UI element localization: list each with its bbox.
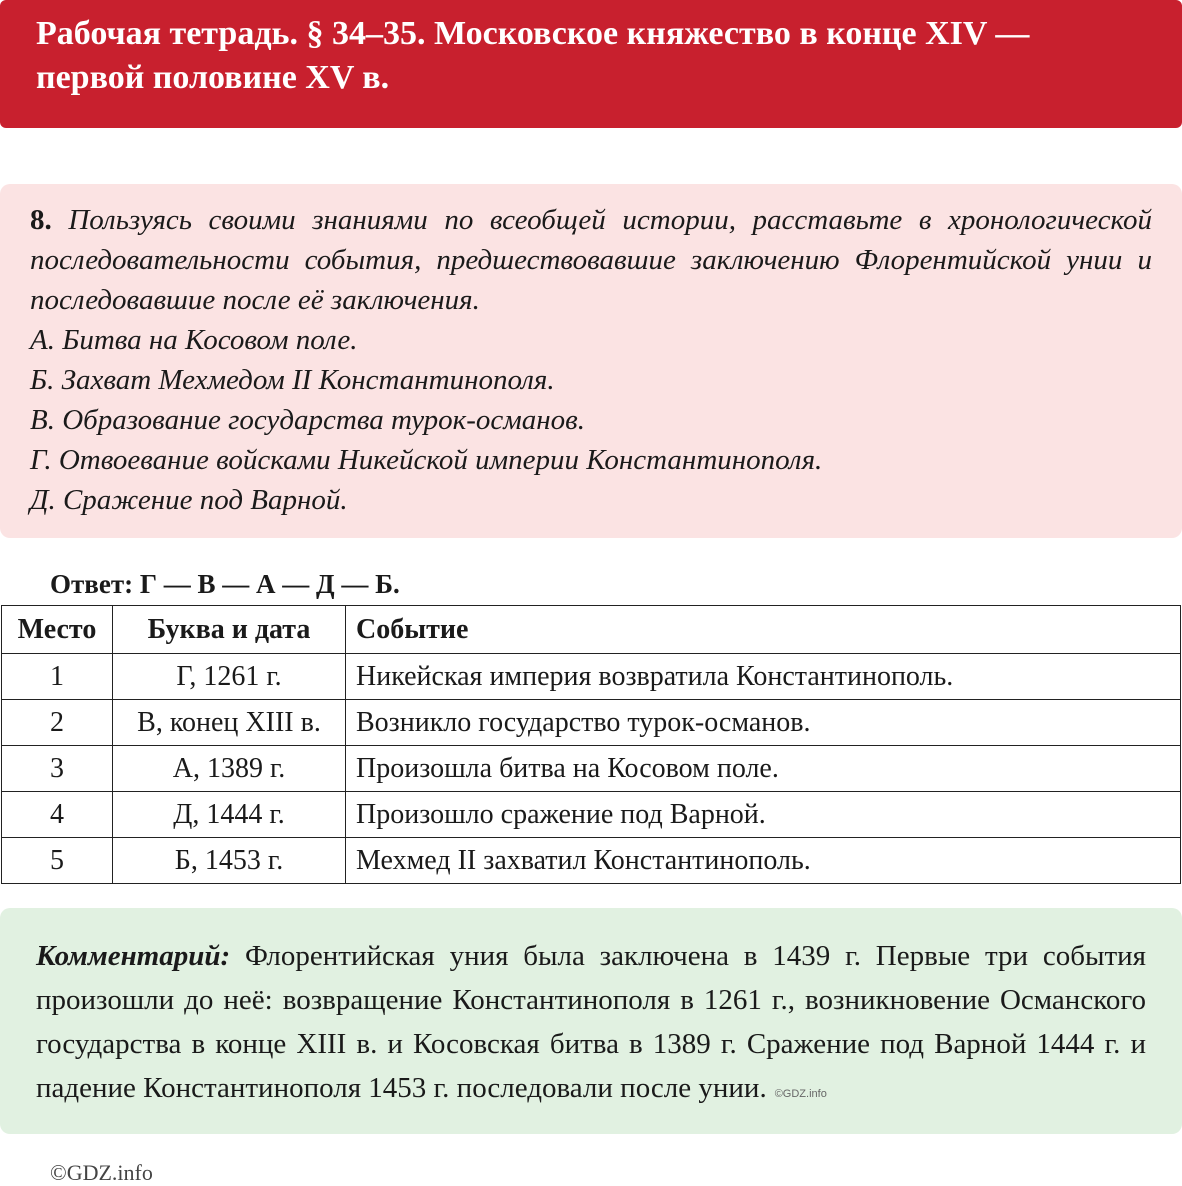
cell-place: 5 xyxy=(2,838,113,884)
header-event: Событие xyxy=(346,606,1181,654)
cell-event: Мехмед II захватил Константинополь. xyxy=(346,838,1181,884)
table-row xyxy=(2,700,1181,746)
cell-letter-date: Г, 1261 г. xyxy=(113,654,346,700)
footer-copyright: ©GDZ.info xyxy=(50,1160,153,1185)
table-header-row xyxy=(2,606,1181,654)
cell-event: Возникло государство турок-османов. xyxy=(346,700,1181,746)
comment-section xyxy=(0,908,1182,1134)
task-number: 8. xyxy=(30,204,52,236)
header-place: Место xyxy=(2,606,113,654)
cell-letter-date: А, 1389 г. xyxy=(113,746,346,792)
cell-letter-date: Б, 1453 г. xyxy=(113,838,346,884)
task-item-v: В. Образование государства турок-османов. xyxy=(30,404,586,436)
comment-text: Флорентийская уния была заключена в 1439 г. Первые три события произошли до неё: возвращение Константинополя в 1261 г., возникновение Османского государства в конце XIII в. и Косовская битва в 1389 г. Сражение под Варной 1444 г. и падение Константинополя 1453 г. последовали после унии. xyxy=(36,940,1147,1104)
answer-line: Ответ: Г — В — А — Д — Б. xyxy=(50,569,400,599)
task-item-g: Г. Отвоевание войсками Никейской империи Константинополя. xyxy=(30,444,823,476)
header-letter-date: Буква и дата xyxy=(113,606,346,654)
table-row xyxy=(2,838,1181,884)
page-header xyxy=(0,0,1182,128)
task-prompt xyxy=(30,200,1152,320)
cell-event: Произошло сражение под Варной. xyxy=(346,792,1181,838)
cell-letter-date: Д, 1444 г. xyxy=(113,792,346,838)
comment-paragraph xyxy=(36,934,1146,1116)
cell-event: Произошла битва на Косовом поле. xyxy=(346,746,1181,792)
task-item-a: А. Битва на Косовом поле. xyxy=(30,324,358,356)
answer-table xyxy=(1,605,1181,884)
table-row xyxy=(2,746,1181,792)
task-section xyxy=(0,184,1182,538)
cell-place: 3 xyxy=(2,746,113,792)
table-row xyxy=(2,654,1181,700)
task-item-b: Б. Захват Мехмедом II Константинополя. xyxy=(30,364,555,396)
task-prompt-text: Пользуясь своими знаниями по всеобщей истории, расставьте в хронологической последовательности события, предшествовавшие заключению Флорентийской унии и последовавшие после её заключения. xyxy=(30,204,1153,316)
cell-event: Никейская империя возвратила Константинополь. xyxy=(346,654,1181,700)
page-title: Рабочая тетрадь. § 34–35. Московское княжество в конце XIV — первой половине XV в. xyxy=(36,15,1030,96)
cell-place: 4 xyxy=(2,792,113,838)
comment-watermark: ©GDZ.info xyxy=(774,1088,827,1100)
task-item-d: Д. Сражение под Варной. xyxy=(30,484,348,516)
table-row xyxy=(2,792,1181,838)
cell-letter-date: В, конец XIII в. xyxy=(113,700,346,746)
cell-place: 2 xyxy=(2,700,113,746)
comment-label: Комментарий: xyxy=(36,940,231,972)
cell-place: 1 xyxy=(2,654,113,700)
